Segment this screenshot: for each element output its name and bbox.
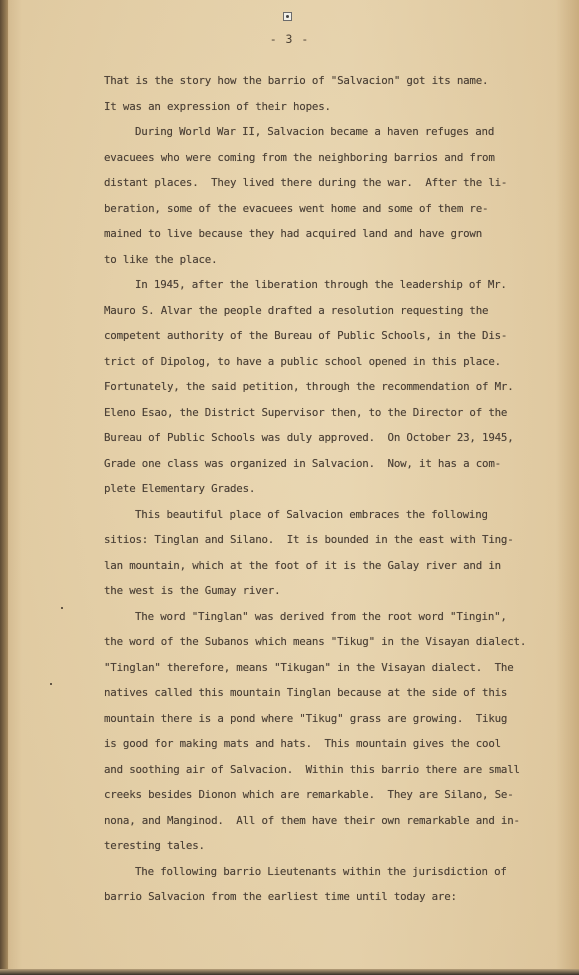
paragraph xyxy=(104,859,534,910)
paragraph xyxy=(104,272,534,502)
paragraph xyxy=(104,119,534,272)
text-line: sitios: Tinglan and Silano. It is bounded in the east with Ting- xyxy=(104,533,514,546)
text-line: During World War II, Salvacion became a haven refuges and xyxy=(135,125,495,138)
document-body xyxy=(104,68,534,910)
text-line: Mauro S. Alvar the people drafted a resolution requesting the xyxy=(104,303,489,317)
paragraph xyxy=(104,68,534,119)
text-line: Bureau of Public Schools was duly approved. On October 23, 1945, xyxy=(104,431,514,444)
text-line: the word of the Subanos which means "Tikug" in the Visayan dialect. xyxy=(104,635,527,648)
text-line: The word "Tinglan" was derived from the root word "Tingin", xyxy=(135,609,507,623)
text-line: Eleno Esao, the District Supervisor then, to the Director of the xyxy=(104,405,508,419)
staple-icon xyxy=(283,12,292,21)
text-line: This beautiful place of Salvacion embraces the following xyxy=(135,507,488,521)
text-line: mountain there is a pond where "Tikug" grass are growing. Tikug xyxy=(104,711,508,725)
text-line: It was an expression of their hopes. xyxy=(104,99,331,113)
text-line: plete Elementary Grades. xyxy=(104,482,256,495)
text-line: creeks besides Dionon which are remarkable. They are Silano, Se- xyxy=(104,788,514,801)
text-line: "Tinglan" therefore, means "Tikugan" in the Visayan dialect. The xyxy=(104,660,514,674)
text-line: is good for making mats and hats. This mountain gives the cool xyxy=(104,737,501,750)
text-line: the west is the Gumay river. xyxy=(104,584,281,597)
text-line: Grade one class was organized in Salvacion. Now, it has a com- xyxy=(104,456,501,470)
text-line: evacuees who were coming from the neighboring barrios and from xyxy=(104,150,495,164)
text-line: teresting tales. xyxy=(104,839,205,852)
text-line: barrio Salvacion from the earliest time until today are: xyxy=(104,890,457,903)
text-line: lan mountain, which at the foot of it is the Galay river and in xyxy=(104,558,501,572)
text-line: natives called this mountain Tinglan because at the side of this xyxy=(104,686,508,699)
page-binding-edge xyxy=(0,0,8,975)
text-line: trict of Dipolog, to have a public school opened in this place. xyxy=(104,354,501,368)
page-number: - 3 - xyxy=(269,32,310,46)
text-line: beration, some of the evacuees went home and some of them re- xyxy=(104,201,489,215)
page-bottom-edge xyxy=(0,969,579,975)
text-line: nona, and Manginod. All of them have their own remarkable and in- xyxy=(104,813,520,827)
text-line: The following barrio Lieutenants within the jurisdiction of xyxy=(135,864,507,878)
paper-speck xyxy=(61,607,63,609)
text-line: and soothing air of Salvacion. Within this barrio there are small xyxy=(104,762,520,776)
text-line: mained to live because they had acquired land and have grown xyxy=(104,227,483,240)
text-line: Fortunately, the said petition, through the recommendation of Mr. xyxy=(104,380,514,393)
text-line: In 1945, after the liberation through the leadership of Mr. xyxy=(135,278,507,291)
text-line: competent authority of the Bureau of Public Schools, in the Dis- xyxy=(104,329,508,342)
paper-speck xyxy=(50,683,52,685)
text-line: distant places. They lived there during the war. After the li- xyxy=(104,176,508,189)
paragraph xyxy=(104,604,534,859)
paragraph xyxy=(104,502,534,604)
text-line: to like the place. xyxy=(104,252,218,266)
text-line: That is the story how the barrio of "Salvacion" got its name. xyxy=(104,74,489,87)
